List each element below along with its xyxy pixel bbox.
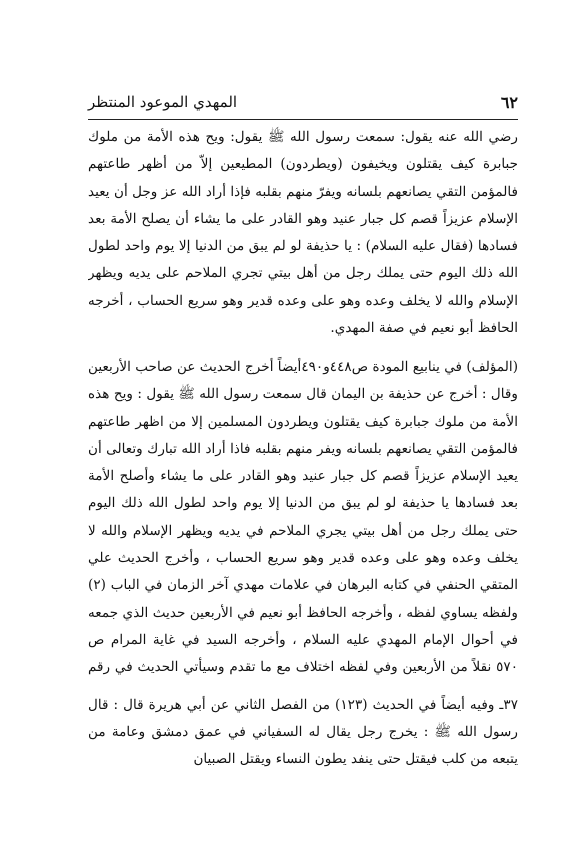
header-rule xyxy=(88,119,518,120)
paragraph-hadith-37: ٣٧ـ وفيه أيضاً في الحديث (١٢٣) من الفصل الثاني عن أبي هريرة قال : قال رسول الله ﷺ : يخرج رجل يقال له السفياني في عمق دمشق وعامة من يتبعه من كلب فيقتل حتى ينفد يطون النساء ويقتل الصبيان xyxy=(88,696,518,768)
paragraph-hadith-hudhayfa: رضي الله عنه يقول: سمعت رسول الله ﷺ يقول: ويح هذه الأمة من ملوك جبابرة كيف يقتلون ويخيفون (ويطردون) المطيعين إلاّ من أظهر طاعتهم فالمؤمن التقي يصانعهم بلسانه ويفرّ منهم بقلبه فإذا أراد الله عز وجل أن يعيد الإسلام عزيزاً قصم كل جبار عنيد وهو القادر على ما يشاء أن يصلح الأمة بعد فسادها (فقال عليه السلام) : يا حذيفة لو لم يبق من الدنيا إلا يوم واحد لطول الله ذلك اليوم حتى يملك رجل من أهل بيتي تجري الملاحم على يديه ويظهر الإسلام والله لا يخلف وعده وهو على وعده قدير وهو سريع الحساب ، أخرجه الحافظ أبو نعيم في صفة المهدي. xyxy=(88,129,518,337)
running-title: المهدي الموعود المنتظر xyxy=(88,93,238,111)
paragraph-author-note: (المؤلف) في ينابيع المودة ص٤٤٨و٤٩٠أيضاً أخرج الحديث عن صاحب الأربعين وقال : أخرج عن حذيفة بن اليمان قال سمعت رسول الله ﷺ يقول : ويح هذه الأمة من ملوك جبابرة كيف يقتلون ويطردون المسلمين إلا من اظهر طاعتهم فالمؤمن التقي يصانعهم بلسانه ويفر منهم بقلبه فاذا أراد الله تبارك وتعالى أن يعيد الإسلام عزيزاً قصم كل جبار عنيد وهو القادر على ما يشاء وأصلح الأمة بعد فسادها يا حذيفة لو لم يبق من الدنيا إلا يوم واحد لطول الله ذلك اليوم حتى يملك رجل من أهل بيتي يجري الملاحم في يديه ويظهر الإسلام والله لا يخلف وعده وهو على وعده قدير وهو سريع الحساب ، وأخرج الحديث علي المتقي الحنفي في كتابه البرهان في علامات مهدي آخر الزمان في الباب (٢) ولفظه يساوي لفظه ، وأخرجه الحافظ أبو نعيم في الأربعين حديث الذي جمعه في أحوال الإمام المهدي عليه السلام ، وأخرجه السيد في غاية المرام ص ٥٧٠ نقلاً من الأربعين وفي لفظه اختلاف مع ما تقدم وسيأتي الحديث في رقم xyxy=(88,359,518,676)
page-header xyxy=(88,93,518,119)
page-number: ٦٢ xyxy=(500,93,518,112)
